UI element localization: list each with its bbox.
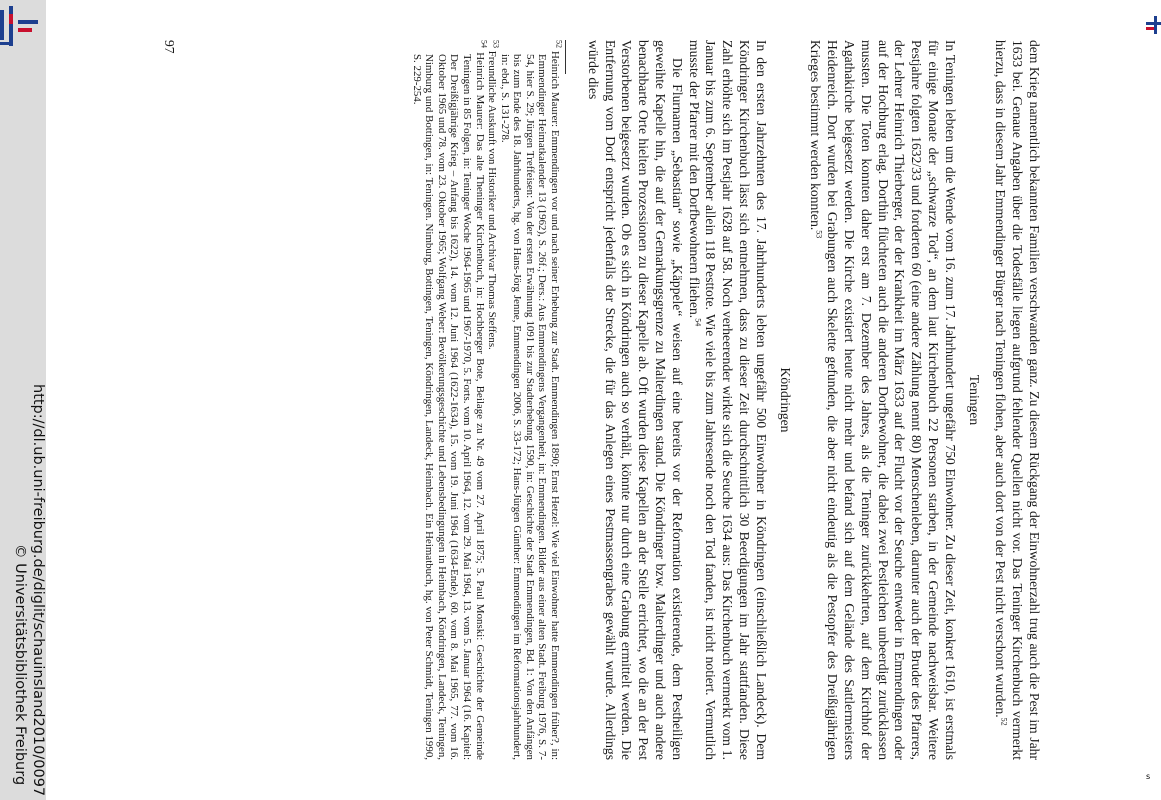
watermark-copyright: © Universitätsbibliothek Freiburg [12, 544, 28, 786]
page-number: 97 [161, 40, 177, 54]
university-logo-icon [0, 6, 38, 52]
footnote-rule [565, 40, 566, 74]
footnote-ref: 54 [693, 318, 703, 327]
watermark-url: http://dl.ub.uni-freiburg.de/diglit/schauinsland2010/0097 [30, 384, 46, 797]
section-heading-teningen: Teningen [966, 374, 982, 426]
flag-marker-icon [1142, 16, 1161, 46]
paragraph-text: dem Krieg namentlich bekannten Familien verschwanden ganz. Zu diesem Rückgang der Einwohnerzahl trug auch die Pest im Jahr 1633 bei. Genaue Angaben über die Todesfälle liegen aufgrund fehlender Quellen nicht vor. Das Teninger Kirchenbuch vermerkt hierzu, dass in diesem Jahr Emmendinger Bürger nach Teningen flohen, aber auch dort von der Pest nicht verschont wurden. [993, 40, 1042, 760]
footnote [410, 40, 489, 760]
footnote-text: Heinrich Maurer: Das alte Theninger Kirchenbuch, in: Hochberger Bote, Beilage zu Nr. 49 vom 27. April 1875; 5. Paul Monski: Geschichte der Gemeinde Teningen in 85 Folgen, in: Teninger Woche 1964-1965 und 1967-1970, 5. Forts. vom 10. April 1964, 12. vom 29. Mai 1964, 13. vom 5. Januar 1964 (16. Kapitel: Der Dreißigjährige Krieg – Anfang bis 1622), 14. vom 12. Juni 1964 (1622-1634), 15. vom 19. Juni 1964 (1634-Ende), 60. vom 8. Mai 1965, 77. vom 16. Oktober 1965 und 78. vom 23. Oktober 1965; Wolfgang Weber: Bevölkerungsgeschichte und Lebensbedingungen in Heimbach, Köndringen, Landeck, Teningen, Nimburg und Bottingen, in: Teningen. Nimburg, Bottingen, Teningen, Köndringen, Landeck, Heimbach. Ein Heimatbuch, hg. von Peter Schmidt, Teningen 1990, S. 229-254. [410, 52, 486, 760]
footnote-number: 53 [491, 40, 501, 48]
body-paragraph [807, 40, 958, 760]
body-paragraph [685, 40, 769, 760]
footnote-text: Freundliche Auskunft von Historiker und Archivar Thomas Steffens. [486, 50, 499, 350]
section-heading-koendringen: Köndringen [777, 367, 793, 433]
paragraph-text: In Teningen lebten um die Wende vom 16. zum 17. Jahrhundert ungefähr 750 Einwohner. Zu dieser Zeit, konkret 1610, ist erstmals für einige Monate der „schwarze Tod“, an dem laut Kirchenbuch 22 Personen starben, in der Gemeinde nachweisbar. Weitere Pestjahre folgten 1632/33 und forderten 60 (eine andere Zählung nennt 80) Menschenleben, darunter auch der Bruder des Pfarrers, der Lehrer Heinrich Thierberger, der der Krankheit im März 1633 auf der Flucht vor der Seuche entweder in Emmendingen oder auf der Hochburg erlag. Dorthin flüchteten auch die anderen Dorfbewohner, die dabei zwei Pestleichen unbeerdigt zurücklassen mussten. Die Toten konnten daher erst am 7. Dezember des Jahres, als die Teninger zurückkehrten, auf dem Kirchhof der Agathakirche beigesetzt werden. Die Kirche existiert heute nicht mehr und befand sich auf dem Gelände des Sattlermeisters Heidenreich. Dort wurden bei Grabungen auch Skelette gefunden, die aber nicht eindeutig als die Pestopfer des Dreißigjährigen Krieges bestimmt werden konnten. [808, 40, 958, 760]
body-paragraph: Die Flurnamen „Sebastian“ sowie „Käppele“ weisen auf eine bereits vor der Reformation existierende, dem Pestheiligen geweihte Kapelle hin, die auf der Gemarkungsgrenze zu Malterdingen stand. Die Köndringer bzw. Malterdinger und auch andere benachbarte Orte hielten Prozessionen zu dieser Kapelle ab. Oft wurden diese Kapellen an der Stelle errichtet, wo die an der Pest Verstorbenen beigesetzt wurden. Ob es sich in Köndringen auch so verhält, könnte nur durch eine Grabung ermittelt werden. Die Entfernung vom Dorf entspricht jedenfalls der Strecke, die für das Anlegen eines Pestmassengrabes gewählt wurde. Allerdings würde dies [585, 40, 685, 760]
footnote-ref: 52 [999, 717, 1009, 726]
paragraph-text: In den ersten Jahrzehnten des 17. Jahrhunderts lebten ungefähr 500 Einwohner in Köndringen (einschließlich Landeck). Dem Köndringer Kirchenbuch lässt sich entnehmen, dass zu dieser Zeit durchschnittlich 30 Beerdigungen im Jahr stattfanden. Diese Zahl erhöhte sich im Pestjahr 1628 auf 58. Noch verheerender wirkte sich die Seuche 1634 aus: Das Kirchenbuch vermerkt vom 1. Januar bis zum 6. September allein 118 Pesttote. Wie viele bis zum Jahresende noch den Tod fanden, ist nicht notiert. Vermutlich musste der Pfarrer mit den Dorfbewohnern fliehen. [686, 40, 769, 760]
footnote [486, 40, 499, 760]
footnotes [410, 40, 564, 760]
body-paragraph [992, 40, 1042, 760]
footnote [498, 40, 564, 760]
footnote-text: Heinrich Maurer: Emmendingen vor und nach seiner Erhebung zur Stadt. Emmendingen 1890; Ernst Hetzel: Wie viel Einwohner hatte Emmendingen früher?, in: Emmendinger Heimatkalender 13 (1962), S. 26f.; Ders.: Aus Emmendingens Vergangenheit, in: Emmendingen. Bilder aus einer alten Stadt. Freiburg 1976, S. 7-54, hier S. 29; Jürgen Treffeisen: Von der ersten Erwähnung 1091 bis zur Stadterhebung 1590, in: Geschichte der Stadt Emmendingen, Bd. 1: Von den Anfängen bis zum Ende des 18. Jahrhunderts, hg. von Hans-Jörg Jenne, Emmendingen 2006, S. 33-172; Hans-Jürgen Günther: Emmendingen im Reformationsjahrhundert, in: ebd., S. 131-278. [498, 50, 562, 760]
footnote-ref: 53 [814, 230, 824, 239]
corner-mark: s [1146, 772, 1151, 781]
scanned-page [160, 40, 1042, 760]
footnote-number: 52 [554, 40, 564, 48]
footnote-number: 54 [479, 40, 489, 48]
